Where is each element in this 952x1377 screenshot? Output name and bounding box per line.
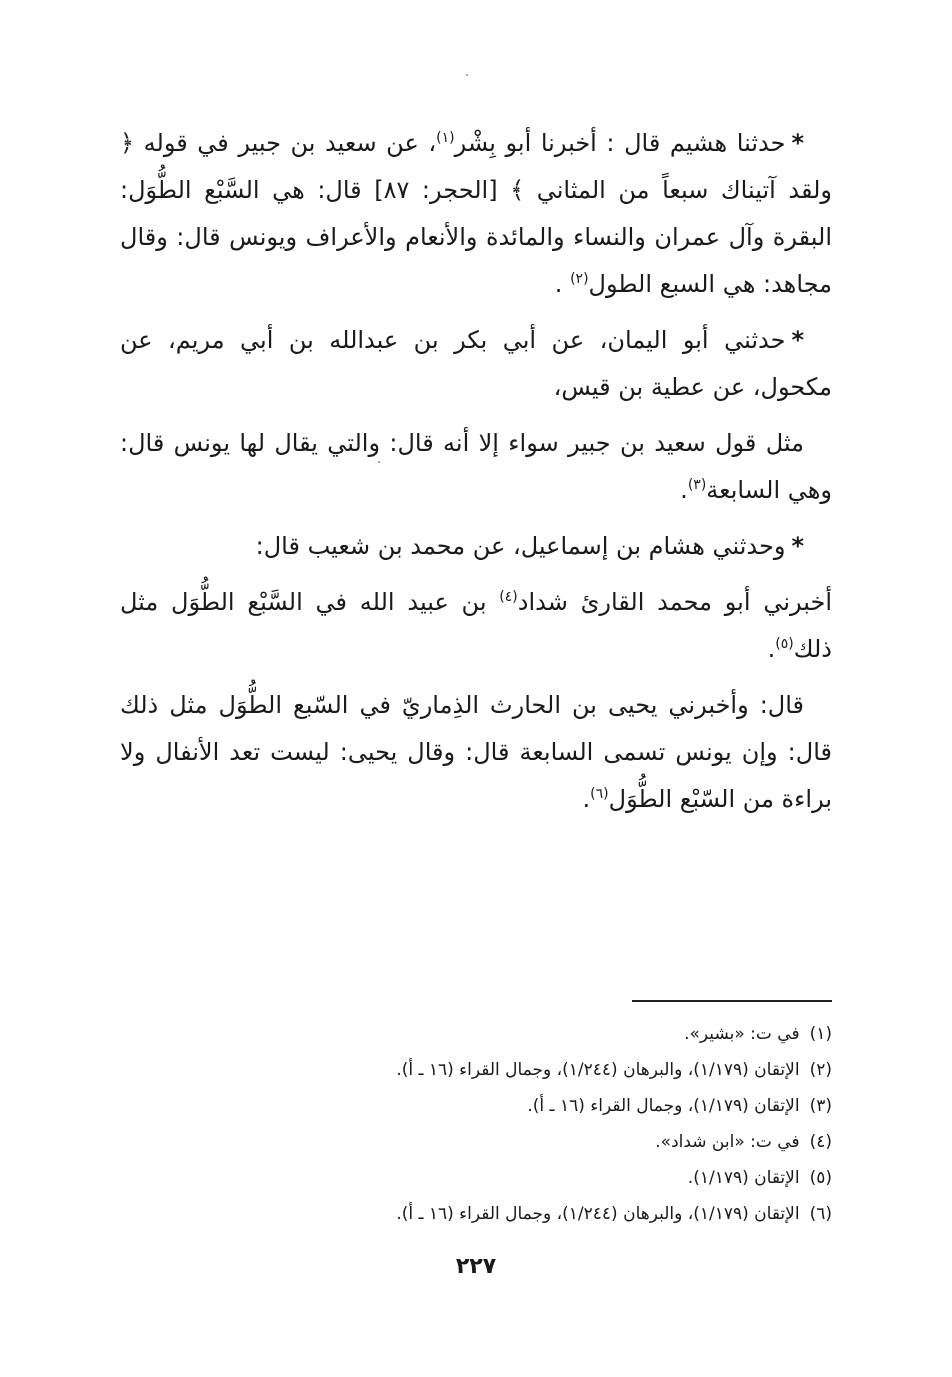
footnote-number: (٥) [809, 1168, 832, 1188]
text-run: وحدثني هشام بن إسماعيل، عن محمد بن شعيب قال: [255, 532, 786, 560]
page-number: ٢٢٧ [455, 1254, 497, 1279]
footnote-text: في ت: «ابن شداد». [655, 1132, 800, 1152]
footnote-ref-5: (٥) [775, 636, 794, 652]
footnote-2 [120, 1052, 832, 1088]
paragraph-5 [120, 579, 832, 673]
footnote-6 [120, 1196, 832, 1232]
paragraph-6 [120, 682, 832, 823]
text-run: مثل قول سعيد بن جبير سواء إلا أنه قال: والتي يقال لها يونس قال: وهي السابعة [120, 429, 832, 504]
footnote-ref-2: (٢) [570, 271, 589, 287]
paragraph-star: * [791, 326, 804, 354]
footnote-3 [120, 1088, 832, 1124]
paragraph-3 [120, 420, 832, 514]
footnote-text: في ت: «بشير». [684, 1024, 800, 1044]
footnote-ref-4: (٤) [499, 589, 518, 605]
footnote-number: (١) [809, 1024, 832, 1044]
footnote-text: الإتقان (١/١٧٩)، والبرهان (١/٢٤٤)، وجمال القراء (١٦ ـ أ). [396, 1060, 800, 1080]
text-run: قال: وأخبرني يحيى بن الحارث الذِماريّ في السّبع الطُّوَل مثل ذلك قال: وإن يونس تسمى السابعة قال: وقال يحيى: ليست تعد الأنفال ولا براءة من السّبْع الطُّوَل [120, 691, 832, 813]
footnote-number: (٤) [809, 1132, 832, 1152]
footnote-separator [632, 1000, 832, 1002]
text-run: حدثنا هشيم قال : أخبرنا أبو بِشْر [454, 129, 786, 157]
paragraph-star: * [791, 532, 804, 560]
footnote-text: الإتقان (١/١٧٩). [687, 1168, 800, 1188]
footnote-text: الإتقان (١/١٧٩)، والبرهان (١/٢٤٤)، وجمال القراء (١٦ ـ أ). [396, 1204, 800, 1224]
footnote-4 [120, 1124, 832, 1160]
footnote-number: (٦) [809, 1204, 832, 1224]
footnote-1 [120, 1016, 832, 1052]
paragraph-2 [120, 317, 832, 411]
text-run: بن عبيد الله في السَّبْع الطُّوَل مثل ذلك [120, 588, 832, 663]
text-run: ، عن سعيد بن جبير في قوله ﴿ ولقد آتيناك سبعاً من المثاني ﴾ [الحجر: ٨٧] قال: هي السَّبْع الطُّوَل: البقرة وآل عمران والنساء والمائدة والأنعام والأعراف ويونس قال: وقال مجاهد: هي السبع الطول [120, 129, 832, 298]
text-run: . [554, 270, 571, 298]
footnote-ref-1: (١) [436, 130, 455, 146]
paragraph-star: * [791, 129, 804, 157]
footnotes [120, 1016, 832, 1232]
page-speck [466, 74, 468, 76]
footnote-ref-6: (٦) [590, 786, 609, 802]
footnote-number: (٢) [809, 1060, 832, 1080]
main-text [120, 120, 832, 832]
text-run: . [680, 476, 688, 504]
footnote-number: (٣) [809, 1096, 832, 1116]
paragraph-4 [120, 523, 832, 570]
footnote-text: الإتقان (١/١٧٩)، وجمال القراء (١٦ ـ أ). [527, 1096, 800, 1116]
footnote-5 [120, 1160, 832, 1196]
paragraph-1 [120, 120, 832, 308]
text-run: . [582, 785, 591, 813]
text-run: أخبرني أبو محمد القارئ شداد [517, 588, 832, 616]
text-run: حدثني أبو اليمان، عن أبي بكر بن عبدالله بن أبي مريم، عن مكحول، عن عطية بن قيس، [120, 326, 832, 401]
footnote-ref-3: (٣) [687, 477, 707, 493]
text-run: . [767, 635, 776, 663]
